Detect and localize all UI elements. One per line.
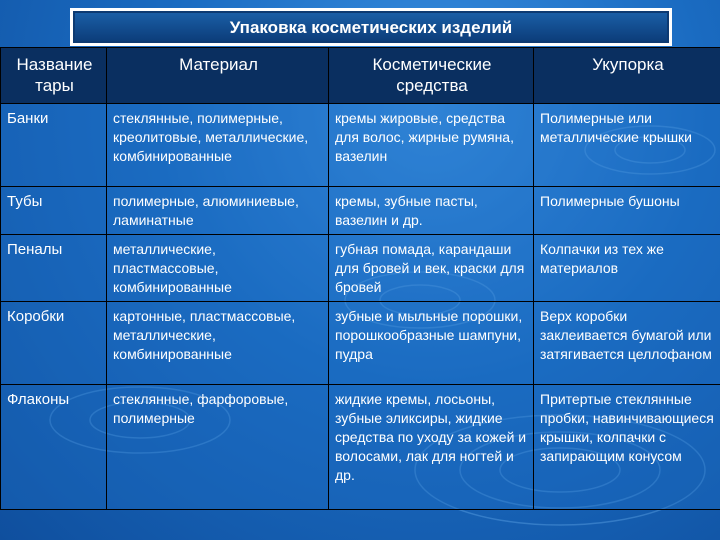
row-material-cell: картонные, пластмассовые, металлические, комбинированные: [107, 302, 329, 385]
row-closure-cell: Полимерные бушоны: [534, 187, 720, 235]
row-name-cell: Флаконы: [1, 385, 107, 510]
row-material-cell: металлические, пластмассовые, комбинированные: [107, 235, 329, 302]
row-closure-cell: Верх коробки заклеивается бумагой или затягивается целлофаном: [534, 302, 720, 385]
row-products-cell: кремы жировые, средства для волос, жирные румяна, вазелин: [329, 104, 534, 187]
row-products-cell: кремы, зубные пасты, вазелин и др.: [329, 187, 534, 235]
row-products-cell: зубные и мыльные порошки, порошкообразные шампуни, пудра: [329, 302, 534, 385]
row-products-cell: жидкие кремы, лосьоны, зубные эликсиры, жидкие средства по уходу за кожей и волосами, лак для ногтей и др.: [329, 385, 534, 510]
row-name-cell: Коробки: [1, 302, 107, 385]
table-row: [1, 235, 720, 302]
row-name-cell: Банки: [1, 104, 107, 187]
header-cosmetic-products: Косметические средства: [329, 48, 534, 104]
page-title: Упаковка косметических изделий: [229, 18, 513, 37]
row-products-cell: губная помада, карандаши для бровей и век, краски для бровей: [329, 235, 534, 302]
row-material-cell: стеклянные, фарфоровые, полимерные: [107, 385, 329, 510]
row-closure-cell: Колпачки из тех же материалов: [534, 235, 720, 302]
row-closure-cell: Притертые стеклянные пробки, навинчивающиеся крышки, колпачки с запирающим конусом: [534, 385, 720, 510]
row-material-cell: полимерные, алюминиевые, ламинатные: [107, 187, 329, 235]
table-header-row: [1, 48, 720, 104]
row-name-cell: Пеналы: [1, 235, 107, 302]
packaging-table: [0, 47, 720, 510]
row-material-cell: стеклянные, полимерные, креолитовые, металлические, комбинированные: [107, 104, 329, 187]
header-material: Материал: [107, 48, 329, 104]
table-row: [1, 104, 720, 187]
table-row: [1, 385, 720, 510]
header-closure: Укупорка: [534, 48, 720, 104]
row-closure-cell: Полимерные или металлические крышки: [534, 104, 720, 187]
header-container-name: Название тары: [1, 48, 107, 104]
table-row: [1, 187, 720, 235]
table-row: [1, 302, 720, 385]
title-box: [70, 8, 672, 46]
row-name-cell: Тубы: [1, 187, 107, 235]
